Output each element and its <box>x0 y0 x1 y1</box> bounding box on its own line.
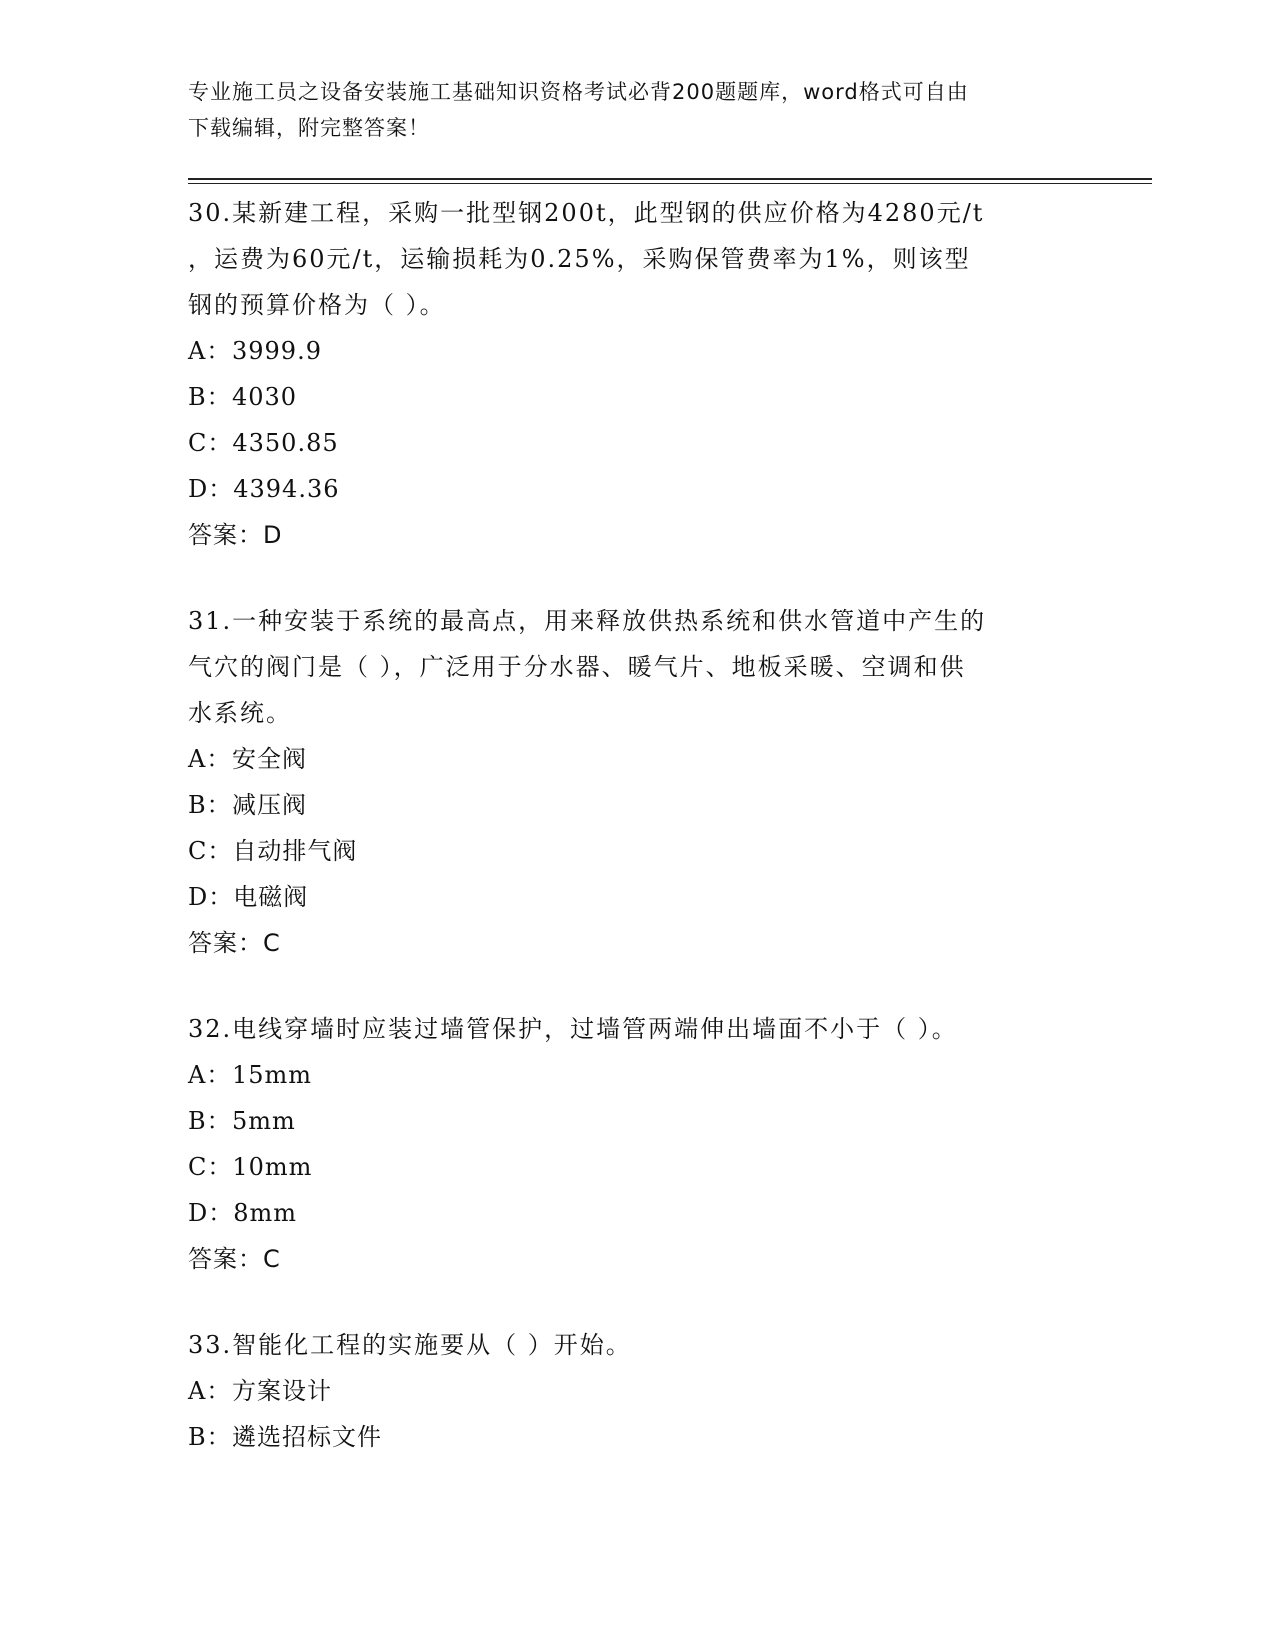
option-text: 4350.85 <box>232 429 339 457</box>
option-text: 减压阀 <box>232 791 307 819</box>
question-33 <box>188 1322 1068 1460</box>
question-list <box>188 190 1068 1500</box>
option-letter: C： <box>188 1153 233 1181</box>
option-letter: C： <box>188 837 233 865</box>
option-text: 3999.9 <box>232 337 322 365</box>
option-text: 15mm <box>232 1061 313 1089</box>
option-text: 5mm <box>232 1107 296 1135</box>
header-divider-thick <box>188 178 1152 180</box>
option-letter: A： <box>188 1377 232 1405</box>
answer-line: 答案：C <box>188 1245 281 1273</box>
option-a <box>188 736 1068 782</box>
option-text: 10mm <box>232 1153 313 1181</box>
option-a <box>188 328 1068 374</box>
option-letter: B： <box>188 791 232 819</box>
question-stem-line: 31.一种安装于系统的最高点，用来释放供热系统和供水管道中产生的 <box>188 607 987 635</box>
option-text: 遴选招标文件 <box>232 1423 382 1451</box>
option-letter: B： <box>188 1423 232 1451</box>
question-32 <box>188 1006 1068 1282</box>
header-divider-thin <box>188 183 1152 184</box>
question-stem-line: 水系统。 <box>188 699 292 727</box>
question-stem-line: ，运费为60元/t，运输损耗为0.25%，采购保管费率为1%，则该型 <box>188 245 971 273</box>
option-text: 方案设计 <box>232 1377 332 1405</box>
question-stem-line: 气穴的阀门是（ ），广泛用于分水器、暖气片、地板采暖、空调和供 <box>188 653 966 681</box>
option-letter: C： <box>188 429 233 457</box>
question-31 <box>188 598 1068 966</box>
question-stem-line: 钢的预算价格为（ ）。 <box>188 291 446 319</box>
header-title-line-1: 专业施工员之设备安装施工基础知识资格考试必背200题题库，word格式可自由 <box>188 80 969 104</box>
option-c <box>188 420 1068 466</box>
option-text: 8mm <box>233 1199 298 1227</box>
option-letter: D： <box>188 883 234 911</box>
option-text: 安全阀 <box>232 745 307 773</box>
option-b <box>188 374 1068 420</box>
option-text: 4394.36 <box>233 475 340 503</box>
option-letter: A： <box>188 337 232 365</box>
option-d <box>188 466 1068 512</box>
option-text: 4030 <box>232 383 298 411</box>
header-title-line-2: 下载编辑，附完整答案！ <box>188 116 430 140</box>
option-c <box>188 1144 1068 1190</box>
option-letter: D： <box>188 1199 234 1227</box>
option-a <box>188 1368 1068 1414</box>
option-d <box>188 1190 1068 1236</box>
option-letter: D： <box>188 475 234 503</box>
option-d <box>188 874 1068 920</box>
option-a <box>188 1052 1068 1098</box>
question-stem-line: 33.智能化工程的实施要从（ ）开始。 <box>188 1331 632 1359</box>
question-stem-line: 30.某新建工程，采购一批型钢200t，此型钢的供应价格为4280元/t <box>188 199 985 227</box>
option-b <box>188 1414 1068 1460</box>
answer-line: 答案：C <box>188 929 281 957</box>
question-30 <box>188 190 1068 558</box>
option-letter: A： <box>188 1061 232 1089</box>
option-letter: B： <box>188 1107 232 1135</box>
option-text: 电磁阀 <box>233 883 309 911</box>
option-text: 自动排气阀 <box>232 837 358 865</box>
question-stem-line: 32.电线穿墙时应装过墙管保护，过墙管两端伸出墙面不小于（ ）。 <box>188 1015 958 1043</box>
option-b <box>188 782 1068 828</box>
option-letter: B： <box>188 383 232 411</box>
answer-line: 答案：D <box>188 521 283 549</box>
document-header <box>188 74 1068 146</box>
option-b <box>188 1098 1068 1144</box>
option-c <box>188 828 1068 874</box>
option-letter: A： <box>188 745 232 773</box>
